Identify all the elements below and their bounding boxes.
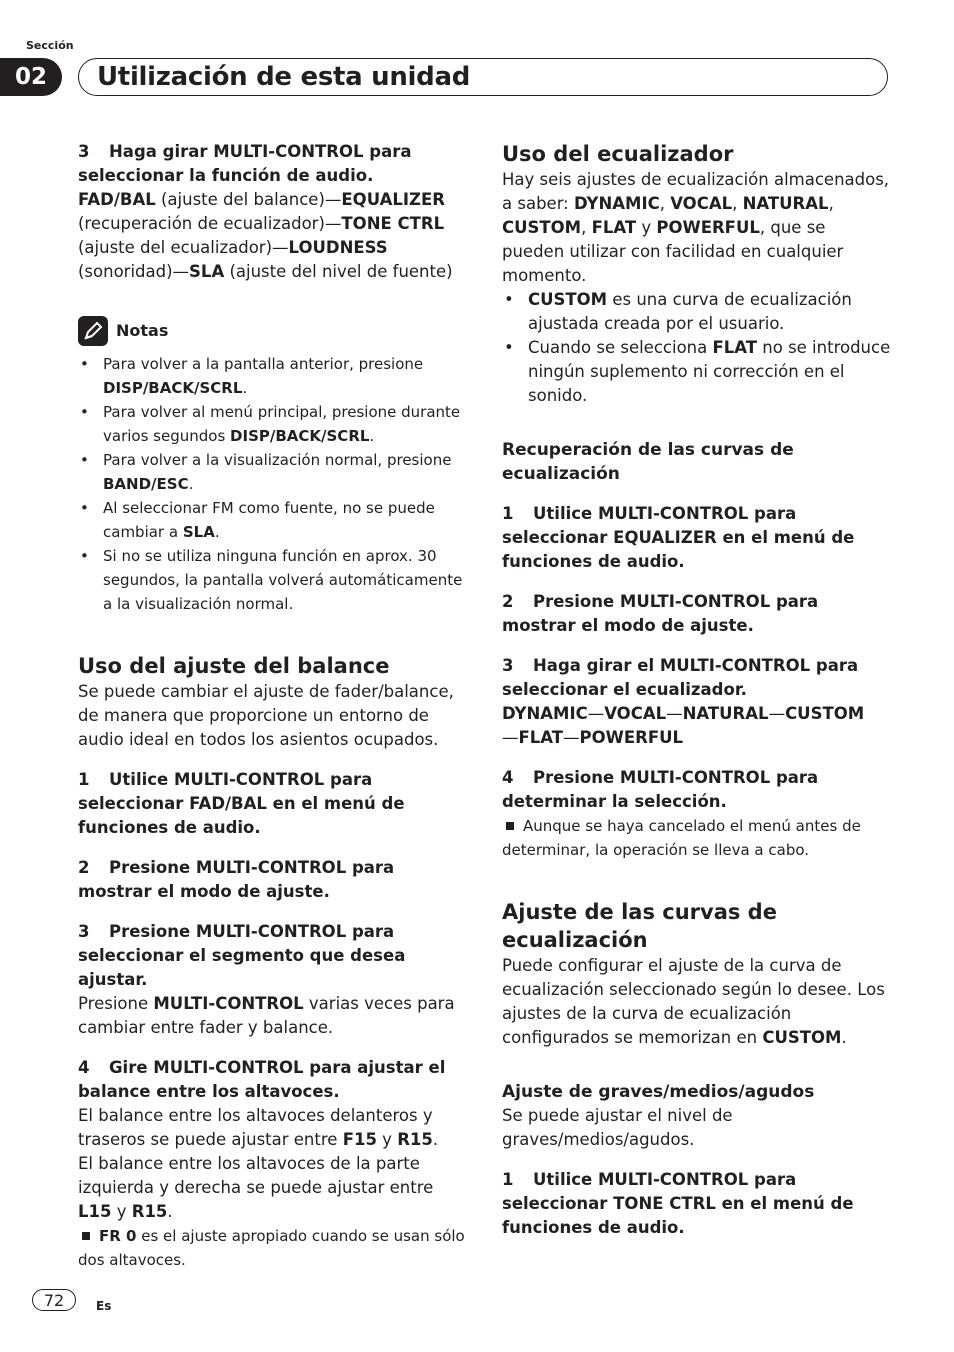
title-bar — [78, 58, 888, 96]
step-select-audio-function: 3 Haga girar MULTI-CONTROL para seleccionar la función de audio. — [78, 142, 412, 185]
balance-step-1: 1 Utilice MULTI-CONTROL para seleccionar FAD/BAL en el menú de funciones de audio. — [78, 770, 405, 837]
note-item: • Para volver al menú principal, presione durante varios segundos DISP/BACK/SCRL. — [78, 400, 468, 448]
right-column — [502, 140, 892, 1240]
pencil-note-icon — [78, 316, 108, 346]
balance-step-3: 3 Presione MULTI-CONTROL para seleccionar el segmento que desea ajustar. — [78, 922, 406, 989]
page-title: Utilización de esta unidad — [97, 62, 471, 92]
curve-sequence: DYNAMIC—VOCAL—NATURAL—CUSTOM —FLAT—POWERFUL — [502, 704, 865, 747]
note-item: • Al seleccionar FM como fuente, no se puede cambiar a SLA. — [78, 496, 468, 544]
balance-note: FR 0 es el ajuste apropiado cuando se usan sólo dos altavoces. — [78, 1227, 465, 1269]
left-column — [78, 140, 468, 1272]
tone-step-1: 1 Utilice MULTI-CONTROL para seleccionar TONE CTRL en el menú de funciones de audio. — [502, 1170, 854, 1237]
square-bullet-icon — [82, 1232, 90, 1240]
list-item: • CUSTOM es una curva de ecualización ajustada creada por el usuario. — [502, 288, 892, 336]
balance-step-2: 2 Presione MULTI-CONTROL para mostrar el modo de ajuste. — [78, 858, 395, 901]
language-code: Es — [96, 1299, 112, 1313]
recall-heading: Recuperación de las curvas de ecualización — [502, 440, 794, 484]
recall-step-1: 1 Utilice MULTI-CONTROL para seleccionar EQUALIZER en el menú de funciones de audio. — [502, 504, 855, 571]
note-item: • Para volver a la pantalla anterior, presione DISP/BACK/SCRL. — [78, 352, 468, 400]
audio-function-list: FAD/BAL (ajuste del balance)—EQUALIZER (recuperación de ecualizador)—TONE CTRL (ajuste del ecualizador)—LOUDNESS (sonoridad)—SLA (ajuste del nivel de fuente) — [78, 190, 453, 281]
section-label: Sección — [26, 39, 74, 52]
balance-step-3-body: Presione MULTI-CONTROL varias veces para cambiar entre fader y balance. — [78, 994, 455, 1037]
recall-step-2: 2 Presione MULTI-CONTROL para mostrar el modo de ajuste. — [502, 592, 819, 635]
equalizer-intro: Hay seis ajustes de ecualización almacenados, a saber: DYNAMIC, VOCAL, NATURAL, CUSTOM, FLAT y POWERFUL, que se pueden utilizar con facilidad en cualquier momento. — [502, 170, 890, 285]
list-item: • Cuando se selecciona FLAT no se introduce ningún suplemento ni corrección en el sonido. — [502, 336, 892, 408]
recall-note: Aunque se haya cancelado el menú antes de determinar, la operación se lleva a cabo. — [502, 817, 861, 859]
note-item: • Para volver a la visualización normal, presione BAND/ESC. — [78, 448, 468, 496]
adjust-curves-heading: Ajuste de las curvas de ecualización — [502, 900, 777, 952]
balance-step-4-body-2: El balance entre los altavoces de la parte izquierda y derecha se puede ajustar entre L15 y R15. — [78, 1154, 434, 1221]
tone-heading: Ajuste de graves/medios/agudos — [502, 1082, 815, 1102]
recall-step-3: 3 Haga girar el MULTI-CONTROL para seleccionar el ecualizador. — [502, 656, 859, 699]
equalizer-heading: Uso del ecualizador — [502, 142, 734, 166]
square-bullet-icon — [506, 822, 514, 830]
balance-step-4: 4 Gire MULTI-CONTROL para ajustar el balance entre los altavoces. — [78, 1058, 446, 1101]
balance-intro: Se puede cambiar el ajuste de fader/balance, de manera que proporcione un entorno de audio ideal en todos los asientos ocupados. — [78, 682, 454, 749]
adjust-curves-intro: Puede configurar el ajuste de la curva de ecualización seleccionado según lo desee. Los ajustes de la curva de ecualización configurados se memorizan en CUSTOM. — [502, 956, 885, 1047]
balance-step-4-body-1: El balance entre los altavoces delanteros y traseros se puede ajustar entre F15 y R15. — [78, 1106, 439, 1149]
equalizer-bullets — [502, 288, 892, 408]
notes-title: Notas — [116, 321, 169, 340]
balance-heading: Uso del ajuste del balance — [78, 654, 390, 678]
tone-intro: Se puede ajustar el nivel de graves/medios/agudos. — [502, 1106, 733, 1149]
note-item: • Si no se utiliza ninguna función en aprox. 30 segundos, la pantalla volverá automáticamente a la visualización normal. — [78, 544, 468, 616]
recall-step-4: 4 Presione MULTI-CONTROL para determinar la selección. — [502, 768, 819, 811]
page-number: 72 — [32, 1289, 76, 1311]
notes-header — [78, 314, 468, 348]
section-number-badge: 02 — [0, 58, 62, 96]
notes-list — [78, 352, 468, 616]
